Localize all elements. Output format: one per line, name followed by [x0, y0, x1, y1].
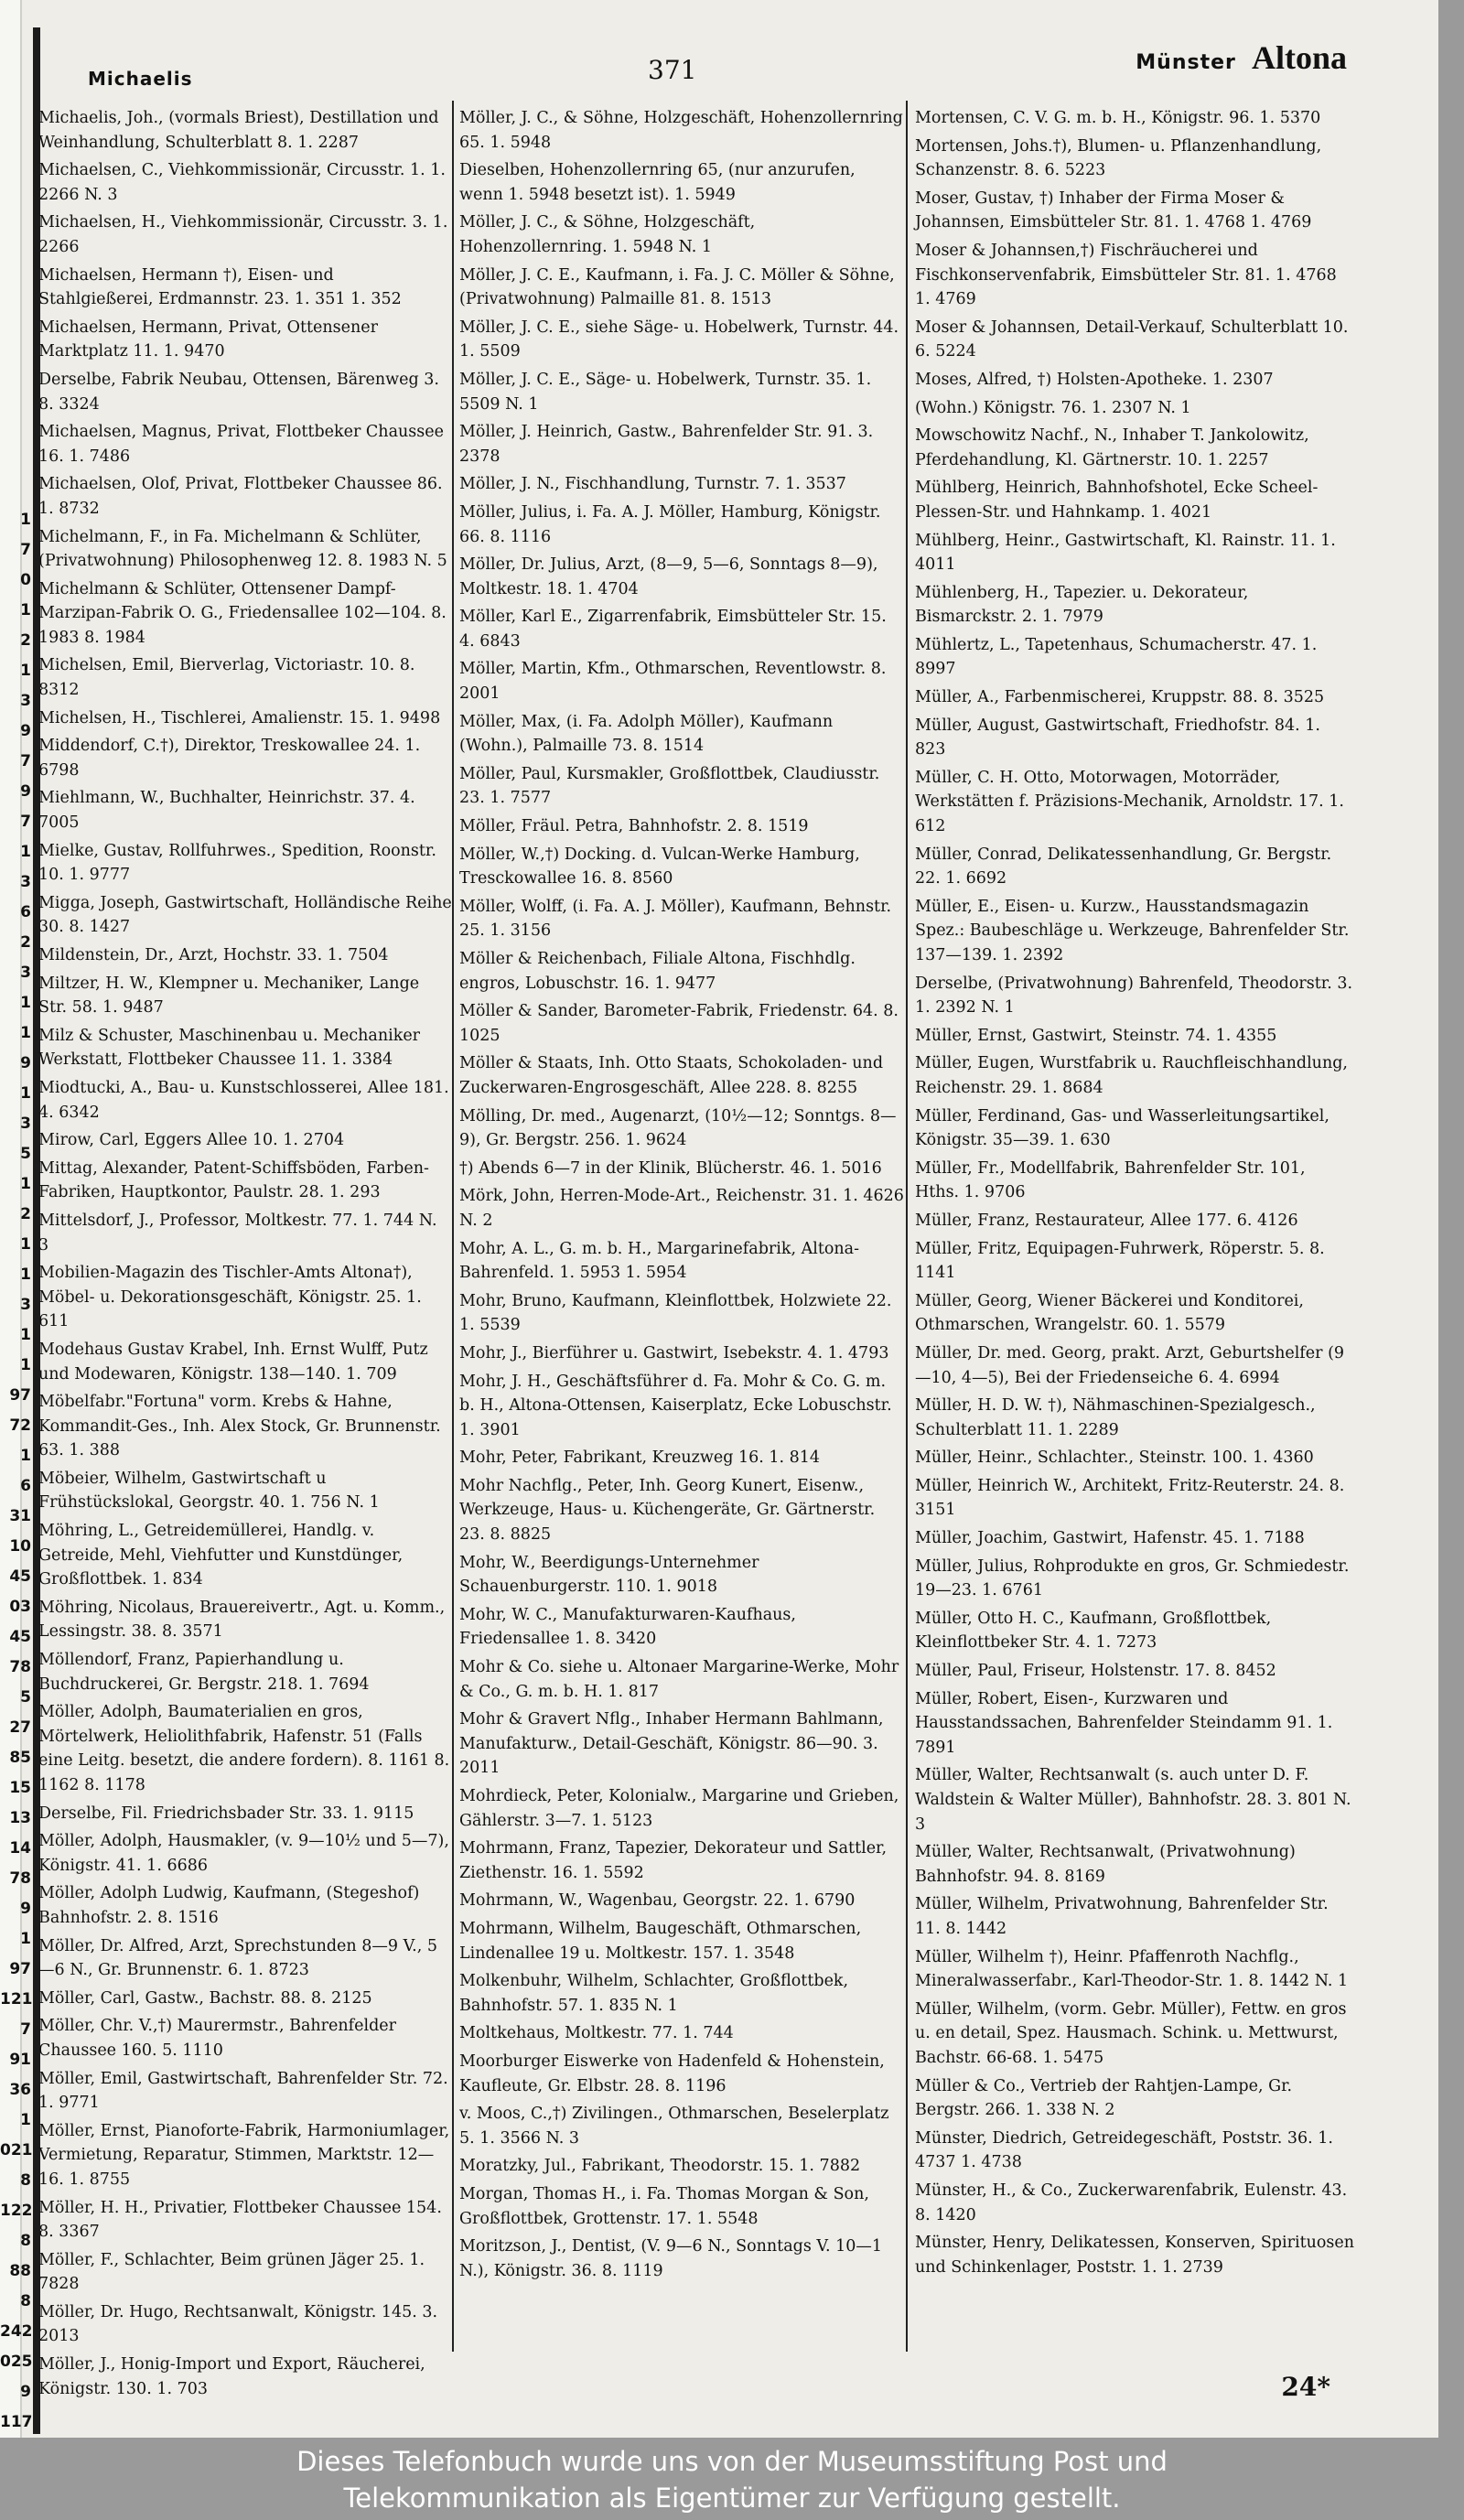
column-rule — [452, 101, 454, 2352]
directory-entry: Mühlertz, L., Tapetenhaus, Schumacherstr. 47. 1. 8997 — [915, 635, 1318, 679]
edge-mark: 7 — [20, 752, 31, 770]
edge-mark: 1 — [20, 994, 31, 1012]
directory-entry: Derselbe, Fabrik Neubau, Ottensen, Bärenweg 3. 8. 3324 — [38, 370, 439, 414]
edge-mark: 45 — [9, 1628, 31, 1646]
edge-mark: 5 — [20, 1688, 31, 1707]
directory-entry: Möller & Reichenbach, Filiale Altona, Fischhdlg. engros, Lobuschstr. 16. 1. 9477 — [459, 950, 856, 993]
directory-entry: Müller, Robert, Eisen-, Kurzwaren und Hausstandssachen, Bahrenfelder Steindamm 91. 1. 7891 — [915, 1689, 1333, 1757]
directory-entry: Möller, Adolph, Hausmakler, (v. 9—10½ und 5—7), Königstr. 41. 1. 6686 — [38, 1832, 449, 1875]
edge-mark: 3 — [20, 692, 31, 710]
directory-column-3 — [915, 106, 1354, 2357]
directory-entry: Müller, Wilhelm, (vorm. Gebr. Müller), Fettw. en gros u. en detail, Spez. Hausmach. Schink. u. Mettwurst, Bachstr. 66-68. 1. 5475 — [915, 1999, 1347, 2067]
directory-entry: Mölling, Dr. med., Augenarzt, (10½—12; Sonntgs. 8—9), Gr. Bergstr. 256. 1. 9624 — [459, 1106, 897, 1150]
directory-column-1 — [38, 106, 452, 2398]
directory-entry: Middendorf, C.†), Direktor, Treskowallee 24. 1. 6798 — [38, 737, 421, 780]
edge-mark: 15 — [9, 1779, 31, 1797]
directory-entry: Mühlberg, Heinrich, Bahnhofshotel, Ecke Scheel-Plessen-Str. und Hahnkamp. 1. 4021 — [915, 479, 1319, 522]
directory-column-2 — [459, 106, 904, 2357]
edge-mark: 1 — [20, 601, 31, 619]
directory-entry: Mortensen, C. V. G. m. b. H., Königstr. 96. 1. 5370 — [915, 109, 1321, 127]
directory-entry: Möller, Fräul. Petra, Bahnhofstr. 2. 8. 1519 — [459, 817, 809, 836]
directory-entry: Moser, Gustav, †) Inhaber der Firma Moser & Johannsen, Eimsbütteler Str. 81. 1. 4768 1. 4769 — [915, 188, 1312, 232]
directory-entry: Möller, Dr. Alfred, Arzt, Sprechstunden 8—9 V., 5—6 N., Gr. Brunnenstr. 6. 1. 8723 — [38, 1936, 437, 1980]
edge-mark: 6 — [20, 903, 31, 921]
directory-entry: Mohr, J. H., Geschäftsführer d. Fa. Mohr & Co. G. m. b. H., Altona-Ottensen, Kaiserplatz, Ecke Lobuschstr. 1. 3901 — [459, 1372, 892, 1439]
edge-mark: 121 — [0, 1990, 33, 2008]
running-head-right — [1136, 38, 1347, 77]
edge-mark: 021 — [0, 2141, 33, 2159]
directory-entry: Möller, Julius, i. Fa. A. J. Möller, Hamburg, Königstr. 66. 8. 1116 — [459, 502, 881, 546]
edge-mark: 3 — [20, 964, 31, 982]
directory-entry: Müller, Dr. med. Georg, prakt. Arzt, Geburtshelfer (9—10, 4—5), Bei der Friedenseiche 6. 4. 6994 — [915, 1343, 1345, 1387]
directory-entry: Modehaus Gustav Krabel, Inh. Ernst Wulff, Putz und Modewaren, Königstr. 138—140. 1. 709 — [38, 1340, 428, 1384]
edge-mark: 97 — [9, 1960, 31, 1978]
directory-entry: Müller, Julius, Rohprodukte en gros, Gr. Schmiedestr. 19—23. 1. 6761 — [915, 1556, 1350, 1600]
directory-entry: Michelsen, Emil, Bierverlag, Victoriastr. 10. 8. 8312 — [38, 656, 415, 700]
directory-entry: Mohr & Gravert Nflg., Inhaber Hermann Bahlmann, Manufakturw., Detail-Geschäft, Königstr. 86—90. 3. 2011 — [459, 1710, 884, 1778]
directory-entry: Morgan, Thomas H., i. Fa. Thomas Morgan & Son, Großflottbek, Grottenstr. 17. 1. 5548 — [459, 2184, 869, 2228]
edge-mark: 03 — [9, 1598, 31, 1616]
edge-mark: 78 — [9, 1869, 31, 1888]
directory-entry: Michelmann, F., in Fa. Michelmann & Schlüter, (Privatwohnung) Philosophenweg 12. 8. 1983 N. 5 — [38, 527, 447, 571]
directory-entry: Mirow, Carl, Eggers Allee 10. 1. 2704 — [38, 1131, 345, 1150]
directory-entry: Müller, Heinr., Schlachter., Steinstr. 100. 1. 4360 — [915, 1448, 1314, 1468]
directory-entry: Möbelfabr."Fortuna" vorm. Krebs & Hahne, Kommandit-Ges., Inh. Alex Stock, Gr. Brunnenstr. 63. 1. 388 — [38, 1393, 441, 1460]
edge-mark: 88 — [9, 2262, 31, 2280]
footer-line-2: Telekommunikation als Eigentümer zur Verfügung gestellt. — [343, 2482, 1121, 2514]
directory-entry: Möller, J. Heinrich, Gastw., Bahrenfelder Str. 91. 3. 2378 — [459, 423, 874, 466]
directory-entry: Möller, Karl E., Zigarrenfabrik, Eimsbütteler Str. 15. 4. 6843 — [459, 608, 887, 651]
directory-entry: Mohrmann, Franz, Tapezier, Dekorateur und Sattler, Ziethenstr. 16. 1. 5592 — [459, 1839, 888, 1882]
directory-entry: Mohr Nachflg., Peter, Inh. Georg Kunert, Eisenw., Werkzeuge, Haus- u. Küchengeräte, Gr. Gärtnerstr. 23. 8. 8825 — [459, 1476, 876, 1545]
edge-mark: 91 — [9, 2051, 31, 2069]
directory-entry: Möller, J. C. E., Säge- u. Hobelwerk, Turnstr. 35. 1. 5509 N. 1 — [459, 370, 872, 414]
directory-entry: Müller, Wilhelm, Privatwohnung, Bahrenfelder Str. 11. 8. 1442 — [915, 1895, 1329, 1938]
directory-entry: Müller, Heinrich W., Architekt, Fritz-Reuterstr. 24. 8. 3151 — [915, 1476, 1345, 1520]
directory-entry: Miodtucki, A., Bau- u. Kunstschlosserei, Allee 181. 4. 6342 — [38, 1078, 449, 1122]
directory-entry: v. Moos, C.,†) Zivilingen., Othmarschen, Beselerplatz 5. 1. 3566 N. 3 — [459, 2105, 889, 2148]
directory-entry: Müller, Ferdinand, Gas- und Wasserleitungsartikel, Königstr. 35—39. 1. 630 — [915, 1106, 1329, 1150]
directory-entry: Möller, W.,†) Docking. d. Vulcan-Werke Hamburg, Tresckowallee 16. 8. 8560 — [459, 845, 860, 888]
directory-entry: Moorburger Eiswerke von Hadenfeld & Hohenstein, Kaufleute, Gr. Elbstr. 28. 8. 1196 — [459, 2052, 885, 2095]
directory-entry: Müller, Fr., Modellfabrik, Bahrenfelder Str. 101, Hths. 1. 9706 — [915, 1158, 1306, 1202]
directory-entry: Derselbe, Fil. Friedrichsbader Str. 33. 1. 9115 — [38, 1804, 414, 1823]
edge-mark: 78 — [9, 1658, 31, 1676]
edge-mark: 117 — [0, 2413, 33, 2431]
edge-mark: 025 — [0, 2353, 33, 2371]
edge-mark: 1 — [20, 843, 31, 861]
directory-entry: Müller, Joachim, Gastwirt, Hafenstr. 45. 1. 7188 — [915, 1529, 1305, 1548]
directory-entry: Möller, Carl, Gastw., Bachstr. 88. 8. 2125 — [38, 1988, 372, 2008]
edge-mark: 242 — [0, 2322, 33, 2341]
directory-entry: Müller, Walter, Rechtsanwalt (s. auch unter D. F. Waldstein & Walter Müller), Bahnhofstr. 28. 3. 801 N. 3 — [915, 1766, 1351, 1834]
directory-entry: Möller, H. H., Privatier, Flottbeker Chaussee 154. 8. 3367 — [38, 2198, 442, 2242]
edge-mark: 1 — [20, 1447, 31, 1465]
directory-entry: Müller & Co., Vertrieb der Rahtjen-Lampe, Gr. Bergstr. 266. 1. 338 N. 2 — [915, 2076, 1293, 2120]
directory-entry: Müller, Conrad, Delikatessenhandlung, Gr. Bergstr. 22. 1. 6692 — [915, 845, 1332, 888]
directory-entry: Michaelis, Joh., (vormals Briest), Destillation und Weinhandlung, Schulterblatt 8. 1. 2287 — [38, 109, 439, 152]
running-head-right-big: Altona — [1251, 39, 1347, 76]
edge-mark: 6 — [20, 1477, 31, 1495]
edge-mark: 2 — [20, 1205, 31, 1223]
directory-entry: Michaelsen, Olof, Privat, Flottbeker Chaussee 86. 1. 8732 — [38, 475, 443, 518]
directory-entry: Möller, J. C., & Söhne, Holzgeschäft, Hohenzollernring. 1. 5948 N. 1 — [459, 213, 756, 256]
directory-entry: Miehlmann, W., Buchhalter, Heinrichstr. 37. 4. 7005 — [38, 789, 415, 833]
edge-mark: 7 — [20, 813, 31, 831]
directory-entry: Molkenbuhr, Wilhelm, Schlachter, Großflottbek, Bahnhofstr. 57. 1. 835 N. 1 — [459, 1972, 849, 2015]
edge-mark: 2 — [20, 631, 31, 650]
directory-entry: Michaelsen, Magnus, Privat, Flottbeker Chaussee 16. 1. 7486 — [38, 423, 444, 466]
directory-entry: Mittag, Alexander, Patent-Schiffsböden, Farben-Fabriken, Hauptkontor, Paulstr. 28. 1. 293 — [38, 1158, 429, 1202]
edge-mark: 45 — [9, 1567, 31, 1586]
directory-entry: Müller, E., Eisen- u. Kurzw., Hausstandsmagazin Spez.: Baubeschläge u. Werkzeuge, Bahrenfelder Str. 137—139. 1. 2392 — [915, 897, 1350, 964]
directory-entry: Michaelsen, C., Viehkommissionär, Circusstr. 1. 1. 2266 N. 3 — [38, 161, 446, 204]
directory-entry: Derselbe, (Privatwohnung) Bahrenfeld, Theodorstr. 3. 1. 2392 N. 1 — [915, 974, 1353, 1018]
edge-mark: 97 — [9, 1386, 31, 1405]
directory-entry: Möller, J. C. E., Kaufmann, i. Fa. J. C. Möller & Söhne, (Privatwohnung) Palmaille 81. 8. 1513 — [459, 265, 895, 309]
edge-mark: 8 — [20, 2232, 31, 2250]
directory-entry: Mohrmann, Wilhelm, Baugeschäft, Othmarschen, Lindenallee 19 u. Moltkestr. 157. 1. 3548 — [459, 1919, 862, 1963]
edge-mark: 3 — [20, 873, 31, 891]
directory-entry: Möller, Ernst, Pianoforte-Fabrik, Harmoniumlager, Vermietung, Reparatur, Stimmen, Marktstr. 12—16. 1. 8755 — [38, 2121, 450, 2189]
directory-entry: Möller, Adolph, Baumaterialien en gros, Mörtelwerk, Heliolithfabrik, Hafenstr. 51 (Falls eine Leitg. besetzt, die andere fordern). 8. 1161 8. 1162 8. 1178 — [38, 1703, 450, 1794]
edge-mark: 7 — [20, 541, 31, 559]
directory-entry: Mühlenberg, H., Tapezier. u. Dekorateur, Bismarckstr. 2. 1. 7979 — [915, 583, 1249, 627]
edge-mark: 1 — [20, 1265, 31, 1284]
directory-entry: Möller, J. C., & Söhne, Holzgeschäft, Hohenzollernring 65. 1. 5948 — [459, 109, 903, 152]
edge-mark: 31 — [9, 1507, 31, 1525]
directory-entry: Michelmann & Schlüter, Ottensener Dampf-Marzipan-Fabrik O. G., Friedensallee 102—104. 8. 1983 8. 1984 — [38, 579, 447, 647]
signature-mark: 24* — [1281, 2372, 1330, 2402]
directory-entry: Möhring, L., Getreidemüllerei, Handlg. v. Getreide, Mehl, Viehfutter und Kunstdünger, Großflottbek. 1. 834 — [38, 1522, 404, 1589]
edge-mark: 10 — [9, 1537, 31, 1556]
edge-mark: 1 — [20, 1356, 31, 1374]
edge-mark: 14 — [9, 1839, 31, 1858]
directory-entry: Möller & Staats, Inh. Otto Staats, Schokoladen- und Zuckerwaren-Engrosgeschäft, Allee 228. 8. 8255 — [459, 1054, 884, 1097]
directory-entry: Mohr, A. L., G. m. b. H., Margarinefabrik, Altona-Bahrenfeld. 1. 5953 1. 5954 — [459, 1239, 860, 1283]
directory-entry: Möller, F., Schlachter, Beim grünen Jäger 25. 1. 7828 — [38, 2250, 425, 2294]
edge-mark: 13 — [9, 1809, 31, 1827]
directory-entry: Möhring, Nicolaus, Brauereivertr., Agt. u. Komm., Lessingstr. 38. 8. 3571 — [38, 1598, 446, 1642]
edge-mark: 1 — [20, 1175, 31, 1193]
edge-mark: 1 — [20, 1930, 31, 1948]
directory-entry: Müller, Franz, Restaurateur, Allee 177. 6. 4126 — [915, 1211, 1298, 1230]
edge-mark: 9 — [20, 1900, 31, 1918]
directory-entry: Mohrmann, W., Wagenbau, Georgstr. 22. 1. 6790 — [459, 1891, 856, 1911]
directory-entry: Moritzson, J., Dentist, (V. 9—6 N., Sonntags V. 10—1 N.), Königstr. 36. 8. 1119 — [459, 2237, 882, 2280]
edge-mark: 1 — [20, 1024, 31, 1042]
directory-entry: Möller & Sander, Barometer-Fabrik, Friedenstr. 64. 8. 1025 — [459, 1002, 899, 1045]
edge-mark: 36 — [9, 2081, 31, 2099]
directory-entry: Mohr & Co. siehe u. Altonaer Margarine-Werke, Mohr & Co., G. m. b. H. 1. 817 — [459, 1658, 899, 1701]
directory-entry: Möller, J. N., Fischhandlung, Turnstr. 7. 1. 3537 — [459, 475, 846, 494]
directory-entry: Moser & Johannsen, Detail-Verkauf, Schulterblatt 10. 6. 5224 — [915, 318, 1349, 361]
directory-entry: Möller, J. C. E., siehe Säge- u. Hobelwerk, Turnstr. 44. 1. 5509 — [459, 318, 899, 361]
directory-entry: Moltkehaus, Moltkestr. 77. 1. 744 — [459, 2024, 734, 2043]
directory-entry: Müller, Otto H. C., Kaufmann, Großflottbek, Kleinflottbeker Str. 4. 1. 7273 — [915, 1609, 1272, 1653]
directory-entry: Moratzky, Jul., Fabrikant, Theodorstr. 15. 1. 7882 — [459, 2157, 861, 2176]
directory-entry: Münster, H., & Co., Zuckerwarenfabrik, Eulenstr. 43. 8. 1420 — [915, 2181, 1348, 2224]
running-head-right-small: Münster — [1136, 51, 1236, 74]
directory-entry: Münster, Henry, Delikatessen, Konserven, Spirituosen und Schinkenlager, Poststr. 1. 1. 2739 — [915, 2234, 1355, 2277]
directory-entry: Möller, Dr. Hugo, Rechtsanwalt, Königstr. 145. 3. 2013 — [38, 2302, 438, 2346]
edge-mark: 9 — [20, 722, 31, 740]
directory-entry: Möller, Adolph Ludwig, Kaufmann, (Stegeshof) Bahnhofstr. 2. 8. 1516 — [38, 1884, 420, 1927]
directory-entry: Müller, A., Farbenmischerei, Kruppstr. 88. 8. 3525 — [915, 688, 1325, 707]
directory-entry: Möller, Emil, Gastwirtschaft, Bahrenfelder Str. 72. 1. 9771 — [38, 2069, 448, 2113]
edge-mark: 1 — [20, 1084, 31, 1103]
directory-entry: Mohr, Bruno, Kaufmann, Kleinflottbek, Holzwiete 22. 1. 5539 — [459, 1291, 892, 1335]
directory-entry: Mortensen, Johs.†), Blumen- u. Pflanzenhandlung, Schanzenstr. 8. 6. 5223 — [915, 136, 1322, 180]
directory-entry: Mohr, J., Bierführer u. Gastwirt, Isebekstr. 4. 1. 4793 — [459, 1343, 889, 1362]
directory-entry: Michaelsen, H., Viehkommissionär, Circusstr. 3. 1. 2266 — [38, 213, 448, 256]
directory-entry: Mohr, W., Beerdigungs-Unternehmer Schauenburgerstr. 110. 1. 9018 — [459, 1553, 759, 1597]
directory-entry: Möllendorf, Franz, Papierhandlung u. Buchdruckerei, Gr. Bergstr. 218. 1. 7694 — [38, 1651, 370, 1694]
directory-entry: Müller, Eugen, Wurstfabrik u. Rauchfleischhandlung, Reichenstr. 29. 1. 8684 — [915, 1054, 1348, 1097]
directory-entry: Moses, Alfred, †) Holsten-Apotheke. 1. 2307 — [915, 370, 1274, 389]
directory-entry: Mowschowitz Nachf., N., Inhaber T. Jankolowitz, Pferdehandlung, Kl. Gärtnerstr. 10. 1. 2257 — [915, 426, 1309, 469]
directory-entry: Münster, Diedrich, Getreidegeschäft, Poststr. 36. 1. 4737 1. 4738 — [915, 2128, 1333, 2172]
page-number: 371 — [648, 55, 697, 85]
directory-entry: Möller, Martin, Kfm., Othmarschen, Reventlowstr. 8. 2001 — [459, 660, 887, 704]
directory-entry: Mielke, Gustav, Rollfuhrwes., Spedition, Roonstr. 10. 1. 9777 — [38, 841, 436, 885]
edge-mark: 1 — [20, 662, 31, 680]
edge-mark: 1 — [20, 511, 31, 529]
directory-entry: Michaelsen, Hermann †), Eisen- und Stahlgießerei, Erdmannstr. 23. 1. 351 1. 352 — [38, 265, 402, 309]
directory-entry: †) Abends 6—7 in der Klinik, Blücherstr. 46. 1. 5016 — [459, 1158, 882, 1178]
edge-mark: 1 — [20, 1326, 31, 1344]
directory-entry: Möller, Dr. Julius, Arzt, (8—9, 5—6, Sonntags 8—9), Moltkestr. 18. 1. 4704 — [459, 555, 878, 598]
edge-mark: 9 — [20, 2383, 31, 2401]
directory-entry: Moser & Johannsen,†) Fischräucherei und Fischkonservenfabrik, Eimsbütteler Str. 81. 1. 4768 1. 4769 — [915, 241, 1337, 309]
edge-mark: 0 — [20, 571, 31, 589]
directory-entry: Müller, Wilhelm †), Heinr. Pfaffenroth Nachflg., Mineralwasserfabr., Karl-Theodor-Str. 1. 8. 1442 N. 1 — [915, 1947, 1349, 1991]
edge-mark: 1 — [20, 2111, 31, 2129]
directory-entry: Miltzer, H. W., Klempner u. Mechaniker, Lange Str. 58. 1. 9487 — [38, 974, 420, 1018]
edge-mark: 3 — [20, 1115, 31, 1133]
directory-entry: Migga, Joseph, Gastwirtschaft, Holländische Reihe 30. 8. 1427 — [38, 893, 452, 937]
directory-entry: Mohr, Peter, Fabrikant, Kreuzweg 16. 1. 814 — [459, 1448, 821, 1468]
edge-mark: 5 — [20, 1145, 31, 1163]
directory-entry: Dieselben, Hohenzollernring 65, (nur anzurufen, wenn 1. 5948 besetzt ist). 1. 5949 — [459, 161, 856, 204]
edge-mark: 9 — [20, 1054, 31, 1072]
directory-entry: (Wohn.) Königstr. 76. 1. 2307 N. 1 — [915, 398, 1191, 417]
edge-mark: 2 — [20, 933, 31, 952]
directory-entry: Möller, Max, (i. Fa. Adolph Möller), Kaufmann (Wohn.), Palmaille 73. 8. 1514 — [459, 712, 834, 756]
directory-entry: Müller, H. D. W. †), Nähmaschinen-Spezialgesch., Schulterblatt 11. 1. 2289 — [915, 1396, 1316, 1439]
edge-mark: 122 — [0, 2202, 33, 2220]
directory-entry: Mittelsdorf, J., Professor, Moltkestr. 77. 1. 744 N. 3 — [38, 1211, 437, 1255]
edge-mark: 3 — [20, 1296, 31, 1314]
edge-mark: 1 — [20, 1235, 31, 1254]
running-head-left: Michaelis — [88, 68, 193, 90]
directory-entry: Müller, Fritz, Equipagen-Fuhrwerk, Röperstr. 5. 8. 1141 — [915, 1239, 1325, 1283]
edge-mark: 8 — [20, 2171, 31, 2190]
directory-entry: Michelsen, H., Tischlerei, Amalienstr. 15. 1. 9498 — [38, 708, 441, 727]
directory-entry: Möller, Chr. V.,†) Maurermstr., Bahrenfelder Chaussee 160. 5. 1110 — [38, 2017, 397, 2060]
edge-mark: 7 — [20, 2020, 31, 2039]
directory-entry: Michaelsen, Hermann, Privat, Ottensener Marktplatz 11. 1. 9470 — [38, 318, 378, 361]
column-rule — [906, 101, 908, 2352]
directory-entry: Mobilien-Magazin des Tischler-Amts Altona†), Möbel- u. Dekorationsgeschäft, Königstr. 25. 1. 611 — [38, 1264, 422, 1331]
directory-entry: Mörk, John, Herren-Mode-Art., Reichenstr. 31. 1. 4626 N. 2 — [459, 1187, 904, 1230]
directory-entry: Möller, J., Honig-Import und Export, Räucherei, Königstr. 130. 1. 703 — [38, 2355, 425, 2398]
directory-entry: Mühlberg, Heinr., Gastwirtschaft, Kl. Rainstr. 11. 1. 4011 — [915, 531, 1336, 575]
directory-entry: Möller, Wolff, (i. Fa. A. J. Möller), Kaufmann, Behnstr. 25. 1. 3156 — [459, 897, 892, 941]
edge-mark: 85 — [9, 1749, 31, 1767]
directory-entry: Mohr, W. C., Manufakturwaren-Kaufhaus, Friedensallee 1. 8. 3420 — [459, 1605, 796, 1649]
directory-entry: Müller, Ernst, Gastwirt, Steinstr. 74. 1. 4355 — [915, 1026, 1277, 1045]
directory-entry: Müller, August, Gastwirtschaft, Friedhofstr. 84. 1. 823 — [915, 716, 1320, 759]
directory-entry: Müller, Paul, Friseur, Holstenstr. 17. 8. 8452 — [915, 1662, 1276, 1681]
directory-entry: Möbeier, Wilhelm, Gastwirtschaft u Frühstückslokal, Georgstr. 40. 1. 756 N. 1 — [38, 1469, 380, 1513]
provenance-footer — [0, 2438, 1464, 2520]
footer-line-1: Dieses Telefonbuch wurde uns von der Museumsstiftung Post und — [296, 2446, 1168, 2477]
directory-entry: Müller, Georg, Wiener Bäckerei und Konditorei, Othmarschen, Wrangelstr. 60. 1. 5579 — [915, 1291, 1304, 1335]
edge-mark: 72 — [9, 1416, 31, 1435]
page-header — [88, 29, 1347, 93]
edge-mark: 9 — [20, 782, 31, 801]
directory-entry: Mohrdieck, Peter, Kolonialw., Margarine und Grieben, Gählerstr. 3—7. 1. 5123 — [459, 1787, 899, 1830]
directory-entry: Müller, C. H. Otto, Motorwagen, Motorräder, Werkstätten f. Präzisions-Mechanik, Arnoldstr. 17. 1. 612 — [915, 768, 1344, 836]
edge-mark: 8 — [20, 2292, 31, 2310]
edge-mark: 27 — [9, 1718, 31, 1737]
directory-entry: Milz & Schuster, Maschinenbau u. Mechaniker Werkstatt, Flottbeker Chaussee 11. 1. 3384 — [38, 1026, 421, 1070]
directory-entry: Müller, Walter, Rechtsanwalt, (Privatwohnung) Bahnhofstr. 94. 8. 8169 — [915, 1843, 1296, 1886]
directory-entry: Möller, Paul, Kursmakler, Großflottbek, Claudiusstr. 23. 1. 7577 — [459, 764, 880, 808]
directory-entry: Mildenstein, Dr., Arzt, Hochstr. 33. 1. 7504 — [38, 946, 389, 964]
